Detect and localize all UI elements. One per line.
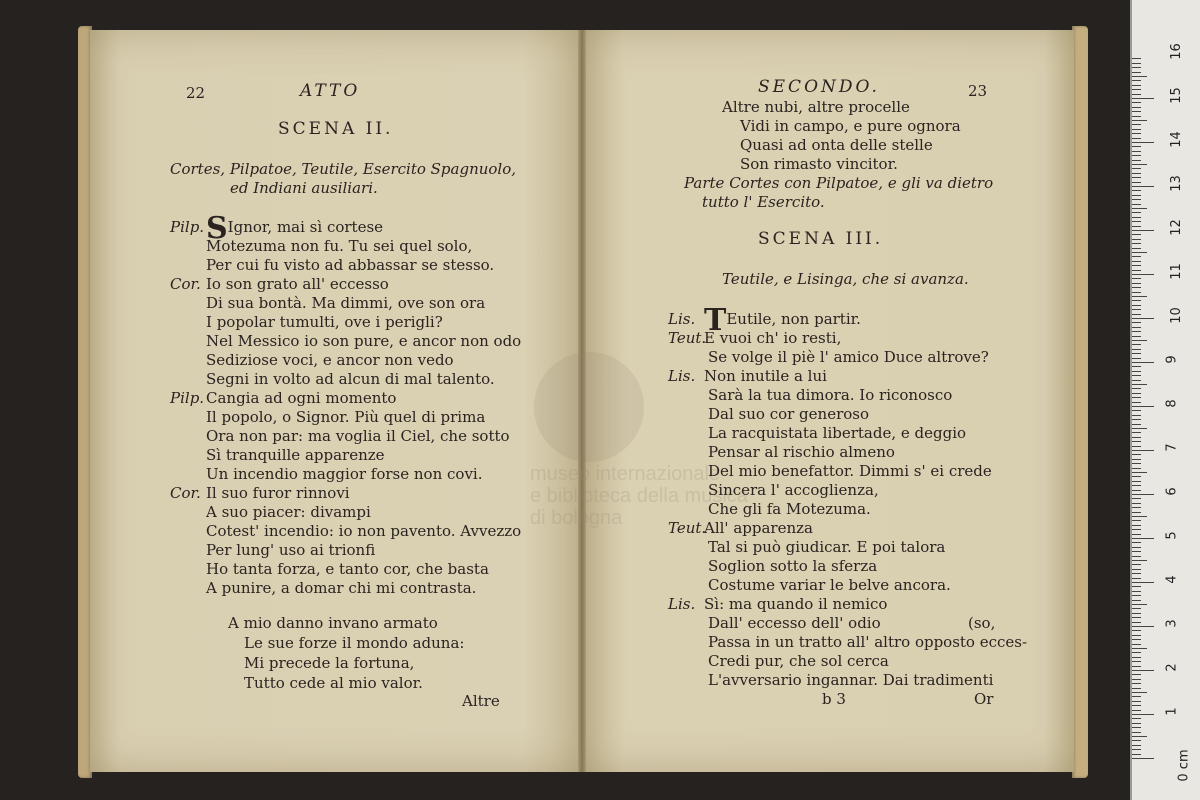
ruler-tick xyxy=(1132,76,1147,77)
ruler-tick xyxy=(1132,428,1147,429)
ruler-tick xyxy=(1132,538,1154,539)
verse-text: Dal suo cor generoso xyxy=(708,405,870,423)
verse-line xyxy=(206,579,476,598)
ruler-tick xyxy=(1132,353,1141,354)
ruler-tick xyxy=(1132,94,1141,95)
ruler-tick xyxy=(1132,151,1141,152)
verse-line xyxy=(704,329,841,348)
ruler-tick xyxy=(1132,397,1141,398)
right-stage-direction-1a: Parte Cortes con Pilpatoe, e gli va dietro xyxy=(684,174,994,192)
ruler-tick xyxy=(1132,688,1141,689)
ruler-tick xyxy=(1132,186,1154,187)
ruler-tick xyxy=(1132,696,1141,697)
ruler-tick xyxy=(1132,340,1147,341)
verse-text: Sì: ma quando il nemico xyxy=(704,595,888,613)
verse-line-tail: (so, xyxy=(968,614,996,632)
ruler-tick xyxy=(1132,239,1141,240)
ruler-tick xyxy=(1132,358,1141,359)
ruler-tick xyxy=(1132,578,1141,579)
speaker-label: Lis. xyxy=(668,367,696,385)
verse-line xyxy=(206,370,495,389)
verse-line xyxy=(206,427,510,446)
verse-line xyxy=(708,443,895,462)
ruler-tick xyxy=(1132,670,1154,671)
ruler-tick xyxy=(1132,661,1141,662)
ruler-tick xyxy=(1132,446,1141,447)
ruler-tick xyxy=(1132,270,1141,271)
ruler-tick xyxy=(1132,195,1141,196)
verse-text: Sì tranquille apparenze xyxy=(206,446,385,464)
ruler-tick xyxy=(1132,296,1147,297)
ruler-number: 4 xyxy=(1164,575,1180,584)
ruler-tick xyxy=(1132,608,1141,609)
ruler-number: 7 xyxy=(1164,443,1180,452)
ruler-tick xyxy=(1132,300,1141,301)
ruler-tick xyxy=(1132,124,1141,125)
verse-line xyxy=(206,275,389,294)
ruler-tick xyxy=(1132,586,1141,587)
ruler-tick xyxy=(1132,534,1141,535)
ruler-tick xyxy=(1132,318,1154,319)
ruler-tick xyxy=(1132,129,1141,130)
verse-text: Per cui fu visto ad abbassar se stesso. xyxy=(206,256,495,274)
verse-line: Quasi ad onta delle stelle xyxy=(740,136,933,154)
ruler-tick xyxy=(1132,710,1141,711)
ruler-tick xyxy=(1132,617,1141,618)
verse-line xyxy=(206,446,385,465)
verse-line xyxy=(708,633,1027,652)
ruler-tick xyxy=(1132,485,1141,486)
ruler-number: 2 xyxy=(1164,663,1180,672)
ruler-tick xyxy=(1132,410,1141,411)
verse-text: Sediziose voci, e ancor non vedo xyxy=(206,351,454,369)
verse-text: Del mio benefattor. Dimmi s' ei crede xyxy=(708,462,992,480)
ruler-tick xyxy=(1132,155,1141,156)
verse-line xyxy=(206,313,443,332)
ruler-tick xyxy=(1132,692,1147,693)
ruler-tick xyxy=(1132,525,1141,526)
verse-line xyxy=(704,367,827,386)
ruler-tick xyxy=(1132,591,1141,592)
ruler-tick xyxy=(1132,666,1141,667)
verse-text: Cotest' incendio: io non pavento. Avvezzo xyxy=(206,522,522,540)
ruler-tick xyxy=(1132,424,1141,425)
speaker-label: Teut. xyxy=(668,519,707,537)
verse-text: Nel Messico io son pure, e ancor non odo xyxy=(206,332,522,350)
verse-line xyxy=(206,332,521,351)
ruler-tick xyxy=(1132,732,1141,733)
verse-line xyxy=(206,237,472,256)
verse-line xyxy=(708,405,869,424)
verse-line xyxy=(708,500,871,519)
verse-line xyxy=(206,465,483,484)
ruler-tick xyxy=(1132,679,1141,680)
ruler-tick xyxy=(1132,476,1141,477)
ruler-tick xyxy=(1132,261,1141,262)
ruler-tick xyxy=(1132,705,1141,706)
ruler-tick xyxy=(1132,98,1154,99)
verse-text: Per lung' uso ai trionfi xyxy=(206,541,376,559)
ruler-tick xyxy=(1132,199,1141,200)
verse-text: Il popolo, o Signor. Più quel di prima xyxy=(206,408,486,426)
ruler-tick xyxy=(1132,582,1154,583)
verse-text: Segni in volto ad alcun di mal talento. xyxy=(206,370,495,388)
verse-text: Un incendio maggior forse non covi. xyxy=(206,465,483,483)
verse-text: A suo piacer: divampi xyxy=(206,503,371,521)
ruler-tick xyxy=(1132,160,1141,161)
ruler-tick xyxy=(1132,745,1141,746)
ruler-tick xyxy=(1132,102,1141,103)
verse-line xyxy=(206,294,485,313)
ruler-tick xyxy=(1132,507,1141,508)
ruler-tick xyxy=(1132,190,1141,191)
ruler-tick xyxy=(1132,490,1141,491)
watermark-line-1: museo internazionale xyxy=(530,463,721,485)
verse-line xyxy=(206,351,454,370)
verse-text: La racquistata libertade, e deggio xyxy=(708,424,967,442)
ruler-tick xyxy=(1132,327,1141,328)
ruler-tick xyxy=(1132,146,1141,147)
ruler-tick xyxy=(1132,644,1141,645)
speaker-label: Pilp. xyxy=(170,218,205,236)
ruler-tick xyxy=(1132,380,1141,381)
ruler-tick xyxy=(1132,177,1141,178)
ruler-tick xyxy=(1132,182,1141,183)
right-catchword: Or xyxy=(974,690,994,708)
verse-text: Non inutile a lui xyxy=(704,367,827,385)
ruler-tick xyxy=(1132,701,1141,702)
ruler-tick xyxy=(1132,393,1141,394)
ruler-tick xyxy=(1132,573,1141,574)
ruler-number: 5 xyxy=(1164,531,1180,540)
right-page-edges xyxy=(1072,26,1088,778)
verse-text: All' apparenza xyxy=(704,519,813,537)
ruler-tick xyxy=(1132,415,1141,416)
ruler-tick xyxy=(1132,230,1154,231)
ruler-tick xyxy=(1132,727,1141,728)
ruler-tick xyxy=(1132,604,1147,605)
verse-text: Tal si può giudicar. E poi talora xyxy=(708,538,946,556)
ruler-tick xyxy=(1132,740,1141,741)
drop-cap: T xyxy=(704,303,727,338)
ruler-tick xyxy=(1132,138,1141,139)
ruler-tick xyxy=(1132,89,1141,90)
ruler-tick xyxy=(1132,406,1154,407)
verse-line: Altre nubi, altre procelle xyxy=(722,98,910,116)
ruler-tick xyxy=(1132,547,1141,548)
aria-line: Tutto cede al mio valor. xyxy=(244,674,423,692)
verse-text: Soglion sotto la sferza xyxy=(708,557,878,575)
ruler-tick xyxy=(1132,468,1141,469)
ruler-unit-label: 0 cm xyxy=(1176,749,1192,782)
verse-line xyxy=(206,541,375,560)
ruler-number: 8 xyxy=(1164,399,1180,408)
ruler-tick xyxy=(1132,714,1154,715)
verse-line xyxy=(708,652,889,671)
verse-text: Motezuma non fu. Tu sei quel solo, xyxy=(206,237,473,255)
verse-line xyxy=(704,595,887,614)
ruler-tick xyxy=(1132,626,1154,627)
ruler-tick xyxy=(1132,107,1141,108)
watermark-logo xyxy=(534,352,644,462)
verse-text: Ho tanta forza, e tanto cor, che basta xyxy=(206,560,489,578)
ruler-tick xyxy=(1132,336,1141,337)
right-page-number: 23 xyxy=(968,82,988,100)
ruler-tick xyxy=(1132,322,1141,323)
ruler-tick xyxy=(1132,375,1141,376)
ruler-tick xyxy=(1132,498,1141,499)
watermark-line-2: e biblioteca della musica xyxy=(530,485,748,507)
verse-line xyxy=(206,522,521,541)
verse-line xyxy=(708,481,879,500)
ruler-tick xyxy=(1132,595,1141,596)
ruler-tick xyxy=(1132,366,1141,367)
ruler-tick xyxy=(1132,371,1141,372)
speaker-label: Lis. xyxy=(668,595,696,613)
ruler-tick xyxy=(1132,736,1147,737)
verse-text: A punire, a domar chi mi contrasta. xyxy=(206,579,477,597)
ruler-tick xyxy=(1132,287,1141,288)
drop-cap: S xyxy=(206,211,228,246)
speaker-label: Teut. xyxy=(668,329,707,347)
ruler-number: 14 xyxy=(1168,131,1184,148)
right-scene-title: SCENA III. xyxy=(758,229,884,249)
ruler-tick xyxy=(1132,362,1154,363)
verse-text: Ora non par: ma voglia il Ciel, che sotto xyxy=(206,427,510,445)
ruler-tick xyxy=(1132,67,1141,68)
aria-line: Le sue forze il mondo aduna: xyxy=(244,634,465,652)
ruler-tick xyxy=(1132,173,1141,174)
speaker-label: Cor. xyxy=(170,275,201,293)
left-stage-direction-2: ed Indiani ausiliari. xyxy=(230,179,378,197)
left-page-number: 22 xyxy=(186,84,206,102)
verse-line xyxy=(206,484,350,503)
speaker-label: Cor. xyxy=(170,484,201,502)
right-stage-direction-1b: tutto l' Esercito. xyxy=(702,193,825,211)
measuring-ruler xyxy=(1130,0,1200,800)
ruler-tick xyxy=(1132,243,1141,244)
verse-text: Costume variar le belve ancora. xyxy=(708,576,951,594)
ruler-tick xyxy=(1132,256,1141,257)
ruler-tick xyxy=(1132,754,1141,755)
left-running-head: ATTO xyxy=(300,81,361,101)
ruler-tick xyxy=(1132,472,1147,473)
ruler-tick xyxy=(1132,551,1141,552)
verse-text: Il suo furor rinnovi xyxy=(206,484,350,502)
ruler-tick xyxy=(1132,168,1141,169)
verse-text: Cangia ad ogni momento xyxy=(206,389,397,407)
ruler-tick xyxy=(1132,635,1141,636)
ruler-tick xyxy=(1132,133,1141,134)
ruler-tick xyxy=(1132,164,1147,165)
verse-line xyxy=(708,462,992,481)
ruler-tick xyxy=(1132,419,1141,420)
right-stage-direction-2: Teutile, e Lisinga, che si avanza. xyxy=(722,270,969,288)
verse-text: Che gli fa Motezuma. xyxy=(708,500,871,518)
ruler-tick xyxy=(1132,212,1141,213)
verse-text: L'avversario ingannar. Dai tradimenti xyxy=(708,671,994,689)
verse-line xyxy=(708,348,989,367)
ruler-tick xyxy=(1132,622,1141,623)
ruler-tick xyxy=(1132,630,1141,631)
verse-line xyxy=(708,671,993,690)
ruler-tick xyxy=(1132,718,1141,719)
verse-text: Credi pur, che sol cerca xyxy=(708,652,889,670)
ruler-tick xyxy=(1132,432,1141,433)
ruler-tick xyxy=(1132,111,1141,112)
ruler-tick xyxy=(1132,331,1141,332)
verse-text: I popolar tumulti, ove i perigli? xyxy=(206,313,443,331)
ruler-tick xyxy=(1132,292,1141,293)
ruler-tick xyxy=(1132,613,1141,614)
ruler-number: 13 xyxy=(1168,175,1184,192)
ruler-tick xyxy=(1132,234,1141,235)
verse-text: Passa in un tratto all' altro opposto ecces- xyxy=(708,633,1028,651)
ruler-number: 12 xyxy=(1168,219,1184,236)
verse-line xyxy=(708,538,945,557)
verse-line: Son rimasto vincitor. xyxy=(740,155,898,173)
verse-text: Eutile, non partir. xyxy=(726,310,861,328)
ruler-tick xyxy=(1132,63,1141,64)
verse-line xyxy=(206,503,371,522)
verse-line xyxy=(708,614,881,633)
ruler-tick xyxy=(1132,494,1154,495)
left-scene-title: SCENA II. xyxy=(278,119,394,139)
ruler-tick xyxy=(1132,58,1141,59)
ruler-tick xyxy=(1132,221,1141,222)
verse-line xyxy=(206,389,396,408)
ruler-tick xyxy=(1132,248,1141,249)
ruler-tick xyxy=(1132,384,1147,385)
verse-line xyxy=(206,256,494,275)
ruler-number: 3 xyxy=(1164,619,1180,628)
ruler-tick xyxy=(1132,542,1141,543)
left-catchword: Altre xyxy=(462,692,500,710)
ruler-tick xyxy=(1132,142,1154,143)
ruler-tick xyxy=(1132,208,1147,209)
ruler-tick xyxy=(1132,120,1147,121)
ruler-tick xyxy=(1132,283,1141,284)
verse-line: Vidi in campo, e pure ognora xyxy=(740,117,961,135)
right-signature-mark: b 3 xyxy=(822,690,846,708)
ruler-tick xyxy=(1132,503,1141,504)
ruler-tick xyxy=(1132,314,1141,315)
ruler-tick xyxy=(1132,749,1141,750)
verse-line xyxy=(206,408,485,427)
ruler-tick xyxy=(1132,723,1141,724)
watermark-line-3: di bologna xyxy=(530,507,623,529)
ruler-tick xyxy=(1132,459,1141,460)
open-book xyxy=(78,22,1088,782)
ruler-tick xyxy=(1132,652,1141,653)
ruler-tick xyxy=(1132,512,1141,513)
ruler-tick xyxy=(1132,85,1141,86)
ruler-number: 1 xyxy=(1164,707,1180,716)
ruler-tick xyxy=(1132,520,1141,521)
ruler-tick xyxy=(1132,441,1141,442)
ruler-tick xyxy=(1132,657,1141,658)
ruler-tick xyxy=(1132,80,1141,81)
ruler-tick xyxy=(1132,305,1141,306)
ruler-tick xyxy=(1132,226,1141,227)
ruler-tick xyxy=(1132,116,1141,117)
verse-text: Ignor, mai sì cortese xyxy=(227,218,384,236)
ruler-number: 11 xyxy=(1168,263,1184,280)
verse-line xyxy=(206,211,384,246)
speaker-label: Lis. xyxy=(668,310,696,328)
ruler-tick xyxy=(1132,683,1141,684)
ruler-tick xyxy=(1132,402,1141,403)
verse-line xyxy=(708,576,951,595)
verse-text: E vuoi ch' io resti, xyxy=(704,329,842,347)
ruler-number: 9 xyxy=(1164,355,1180,364)
verse-line xyxy=(206,560,489,579)
verse-text: Pensar al rischio almeno xyxy=(708,443,895,461)
ruler-tick xyxy=(1132,388,1141,389)
ruler-tick xyxy=(1132,560,1147,561)
verse-line xyxy=(704,519,813,538)
verse-line xyxy=(708,386,952,405)
right-running-head: SECONDO. xyxy=(758,77,880,97)
verse-line xyxy=(708,424,966,443)
ruler-tick xyxy=(1132,529,1141,530)
ruler-tick xyxy=(1132,648,1147,649)
ruler-tick xyxy=(1132,265,1141,266)
ruler-tick xyxy=(1132,463,1141,464)
verse-text: Sincera l' accoglienza, xyxy=(708,481,879,499)
ruler-tick xyxy=(1132,204,1141,205)
verse-line xyxy=(708,557,877,576)
ruler-tick xyxy=(1132,437,1141,438)
ruler-number: 15 xyxy=(1168,87,1184,104)
verse-text: Io son grato all' eccesso xyxy=(206,275,389,293)
ruler-tick xyxy=(1132,674,1141,675)
ruler-tick xyxy=(1132,569,1141,570)
ruler-tick xyxy=(1132,454,1141,455)
ruler-tick xyxy=(1132,564,1141,565)
verse-text: Sarà la tua dimora. Io riconosco xyxy=(708,386,953,404)
speaker-label: Pilp. xyxy=(170,389,205,407)
ruler-tick xyxy=(1132,639,1141,640)
verse-text: Dall' eccesso dell' odio xyxy=(708,614,881,632)
left-stage-direction-1: Cortes, Pilpatoe, Teutile, Esercito Spagnuolo, xyxy=(170,160,517,178)
verse-text: Di sua bontà. Ma dimmi, ove son ora xyxy=(206,294,486,312)
ruler-tick xyxy=(1132,481,1141,482)
ruler-tick xyxy=(1132,278,1141,279)
ruler-number: 10 xyxy=(1168,307,1184,324)
ruler-tick xyxy=(1132,349,1141,350)
ruler-tick xyxy=(1132,309,1141,310)
aria-line: A mio danno invano armato xyxy=(228,614,438,632)
ruler-tick xyxy=(1132,450,1154,451)
ruler-tick xyxy=(1132,516,1147,517)
ruler-tick xyxy=(1132,217,1141,218)
ruler-tick xyxy=(1132,556,1141,557)
ruler-tick xyxy=(1132,252,1147,253)
ruler-tick xyxy=(1132,274,1154,275)
ruler-number: 6 xyxy=(1164,487,1180,496)
aria-line: Mi precede la fortuna, xyxy=(244,654,415,672)
ruler-number: 16 xyxy=(1168,43,1184,60)
verse-text: Se volge il piè l' amico Duce altrove? xyxy=(708,348,989,366)
ruler-tick xyxy=(1132,344,1141,345)
ruler-tick xyxy=(1132,72,1141,73)
ruler-tick xyxy=(1132,600,1141,601)
ruler-tick xyxy=(1132,758,1154,759)
